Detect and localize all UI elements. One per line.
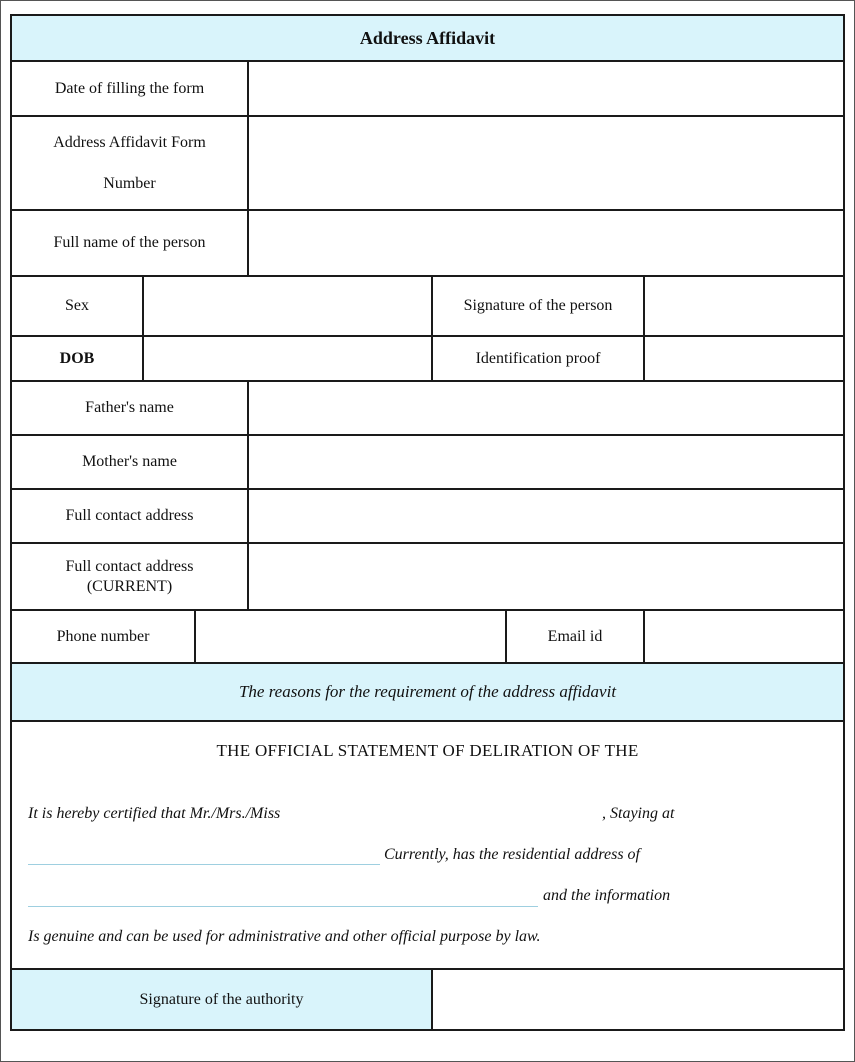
- phone-number-label: Phone number: [10, 609, 196, 664]
- signature-authority-field[interactable]: [431, 968, 845, 1031]
- full-contact-address-field[interactable]: [247, 488, 845, 544]
- current-address-label-line2: (CURRENT): [86, 577, 173, 595]
- current-address-label: [10, 542, 249, 611]
- statement-line4: Is genuine and can be used for administrative and other official purpose by law.: [28, 928, 541, 945]
- full-name-field[interactable]: [247, 209, 845, 277]
- reasons-heading: The reasons for the requirement of the address affidavit: [10, 662, 845, 722]
- sex-field[interactable]: [142, 275, 433, 337]
- statement-blank-2[interactable]: [28, 906, 538, 907]
- mothers-name-field[interactable]: [247, 434, 845, 490]
- dob-label: DOB: [10, 335, 144, 382]
- identification-proof-field[interactable]: [643, 335, 845, 382]
- statement-body: [10, 780, 845, 970]
- form-number-label-line1: Address Affidavit Form: [53, 133, 206, 151]
- identification-proof-label: Identification proof: [431, 335, 645, 382]
- sex-label: Sex: [10, 275, 144, 337]
- form-number-label-line2: Number: [103, 174, 156, 192]
- email-id-label: Email id: [505, 609, 645, 664]
- statement-line1-end: , Staying at: [602, 805, 675, 822]
- signature-person-label: Signature of the person: [431, 275, 645, 337]
- fathers-name-field[interactable]: [247, 380, 845, 436]
- statement-line1-start: It is hereby certified that Mr./Mrs./Miss: [28, 805, 281, 822]
- form-number-field[interactable]: [247, 115, 845, 211]
- signature-person-field[interactable]: [643, 275, 845, 337]
- current-address-label-line1: Full contact address: [65, 557, 194, 575]
- form-title: Address Affidavit: [10, 14, 845, 62]
- signature-authority-label: Signature of the authority: [10, 968, 433, 1031]
- statement-line3-end: and the information: [543, 887, 671, 904]
- mothers-name-label: Mother's name: [10, 434, 249, 490]
- full-name-label: Full name of the person: [10, 209, 249, 277]
- official-statement-heading: THE OFFICIAL STATEMENT OF DELIRATION OF THE: [10, 720, 845, 782]
- statement-line2-end: Currently, has the residential address of: [384, 846, 640, 863]
- full-contact-address-label: Full contact address: [10, 488, 249, 544]
- phone-number-field[interactable]: [194, 609, 507, 664]
- current-address-field[interactable]: [247, 542, 845, 611]
- statement-blank-1[interactable]: [28, 864, 380, 865]
- email-id-field[interactable]: [643, 609, 845, 664]
- dob-field[interactable]: [142, 335, 433, 382]
- form-number-label: [10, 115, 249, 211]
- date-filling-field[interactable]: [247, 60, 845, 117]
- date-filling-label: Date of filling the form: [10, 60, 249, 117]
- fathers-name-label: Father's name: [10, 380, 249, 436]
